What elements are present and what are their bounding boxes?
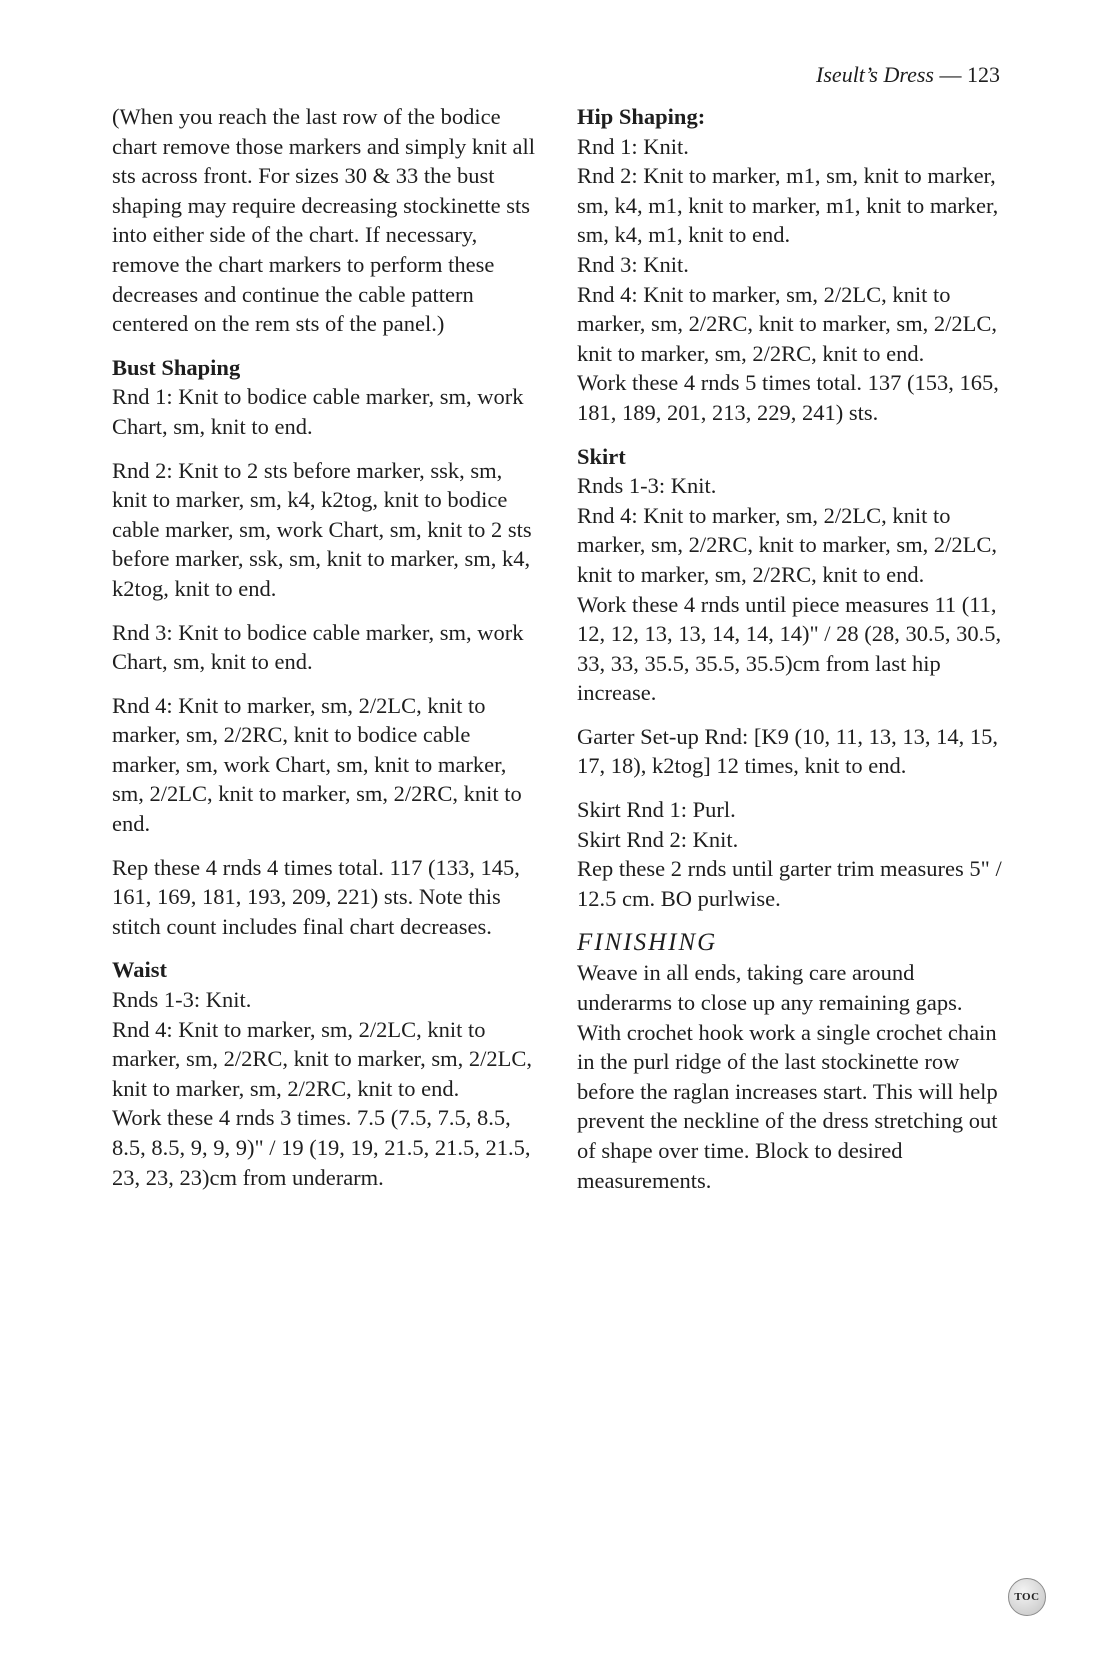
hip-rnd-4: Rnd 4: Knit to marker, sm, 2/2LC, knit to marker, sm, 2/2RC, knit to marker, sm, 2/2LC, knit to marker, sm, 2/2RC, knit to end. (577, 281, 998, 366)
finishing-section (577, 927, 1007, 1195)
hip-shaping-section (577, 102, 1007, 428)
waist-repeat: Work these 4 rnds 3 times. 7.5 (7.5, 7.5, 8.5, 8.5, 8.5, 9, 9, 9)" / 19 (19, 19, 21.5, 21.5, 21.5, 23, 23, 23)cm from underarm. (112, 1105, 531, 1190)
waist-rnd-4: Rnd 4: Knit to marker, sm, 2/2LC, knit to marker, sm, 2/2RC, knit to marker, sm, 2/2LC, knit to marker, sm, 2/2RC, knit to end. (112, 1016, 533, 1101)
finishing-body: Weave in all ends, taking care around underarms to close up any remaining gaps. With crochet hook work a single crochet chain in the purl ridge of the last stockinette row before the raglan increases start. This will help prevent the neckline of the dress stretching out of shape over time. Block to desired measurements. (577, 960, 998, 1193)
bust-rnd-2: Rnd 2: Knit to 2 sts before marker, ssk, sm, knit to marker, sm, k4, k2tog, knit to bodice cable marker, sm, work Chart, sm, knit to 2 sts before marker, ssk, sm, knit to marker, sm, k4, k2tog, knit to end. (112, 457, 532, 601)
right-column (577, 102, 1007, 1209)
running-header-separator: — (934, 62, 967, 87)
toc-button-label: TOC (1014, 1591, 1040, 1603)
skirt-heading: Skirt (577, 443, 626, 469)
hip-rnd-1: Rnd 1: Knit. (577, 133, 689, 159)
garter-setup-rnd: Garter Set-up Rnd: [K9 (10, 11, 13, 13, 14, 15, 17, 18), k2tog] 12 times, knit to end. (577, 723, 998, 779)
toc-button[interactable] (1008, 1578, 1046, 1616)
hip-rnd-2: Rnd 2: Knit to marker, m1, sm, knit to marker, sm, k4, m1, knit to marker, m1, knit to marker, sm, k4, m1, knit to end. (577, 163, 999, 248)
running-header (816, 60, 1000, 90)
bust-rnd-3: Rnd 3: Knit to bodice cable marker, sm, work Chart, sm, knit to end. (112, 619, 524, 675)
waist-rnds-1-3: Rnds 1-3: Knit. (112, 987, 252, 1013)
hip-repeat: Work these 4 rnds 5 times total. 137 (153, 165, 181, 189, 201, 213, 229, 241) sts. (577, 370, 999, 425)
left-column (112, 102, 542, 1206)
page-number: 123 (967, 62, 1000, 87)
bust-shaping-heading: Bust Shaping (112, 354, 241, 380)
skirt-repeat: Work these 4 rnds until piece measures 11 (11, 12, 12, 13, 13, 14, 14, 14)" / 28 (28, 30.5, 30.5, 33, 33, 35.5, 35.5, 35.5)cm from last hip increase. (577, 591, 1002, 706)
intro-note: (When you reach the last row of the bodice chart remove those markers and simply knit all sts across front. For sizes 30 & 33 the bust shaping may require decreasing stockinette sts into either side of the chart. If necessary, remove the chart markers to perform these decreases and continue the cable pattern centered on the rem sts of the panel.) (112, 104, 536, 337)
bust-rnd-1: Rnd 1: Knit to bodice cable marker, sm, work Chart, sm, knit to end. (112, 384, 524, 439)
skirt-final-repeat: Rep these 2 rnds until garter trim measures 5" / 12.5 cm. BO purlwise. (577, 856, 1002, 911)
bust-repeat: Rep these 4 rnds 4 times total. 117 (133, 145, 161, 169, 181, 193, 209, 221) sts. Note this stitch count includes final chart decreases. (112, 854, 520, 939)
skirt-rnds-1-3: Rnds 1-3: Knit. (577, 473, 717, 499)
bust-shaping-section (112, 353, 542, 942)
skirt-rnd-2: Skirt Rnd 2: Knit. (577, 826, 739, 852)
waist-section (112, 955, 542, 1192)
skirt-section (577, 442, 1007, 914)
hip-shaping-heading: Hip Shaping: (577, 104, 706, 129)
skirt-rnd-1: Skirt Rnd 1: Purl. (577, 797, 736, 823)
bust-rnd-4: Rnd 4: Knit to marker, sm, 2/2LC, knit to marker, sm, 2/2RC, knit to bodice cable marker, sm, work Chart, sm, knit to marker, sm, 2/2LC, knit to marker, sm, 2/2RC, knit to end. (112, 692, 522, 837)
finishing-heading: FINISHING (577, 929, 718, 957)
hip-rnd-3: Rnd 3: Knit. (577, 251, 689, 277)
running-header-title: Iseult’s Dress (816, 62, 934, 87)
skirt-rnd-4: Rnd 4: Knit to marker, sm, 2/2LC, knit to marker, sm, 2/2RC, knit to marker, sm, 2/2LC, knit to marker, sm, 2/2RC, knit to end. (577, 502, 998, 587)
waist-heading: Waist (112, 957, 168, 983)
